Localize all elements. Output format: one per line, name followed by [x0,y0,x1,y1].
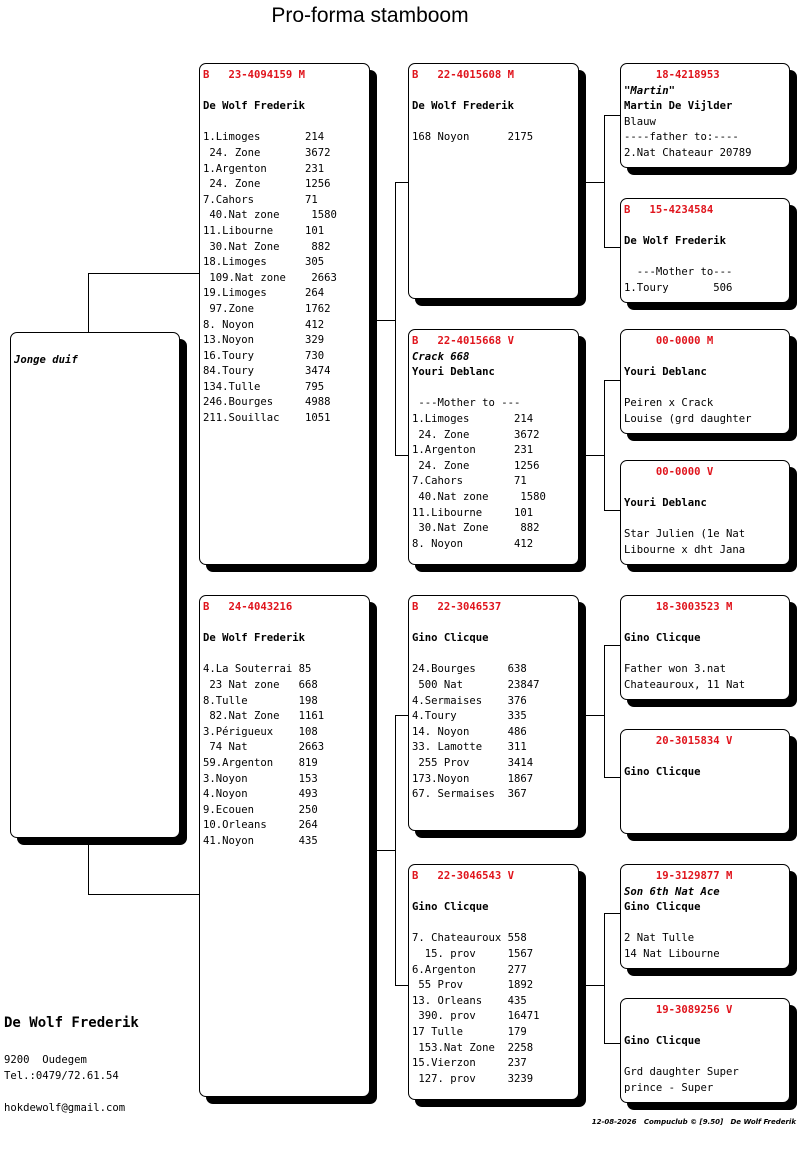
breeder-name: De Wolf Frederik [4,1015,139,1031]
pedigree-line: 390. prov 16471 [412,1010,540,1023]
owner-name: De Wolf Frederik [203,100,306,113]
pedigree-line: 40.Nat zone 1580 [203,209,337,222]
pedigree-line: 500 Nat 23847 [412,678,540,691]
owner-name: Gino Clicque [412,901,489,914]
connector-line [604,913,605,1043]
pedigree-line [203,84,366,100]
connector-line [88,273,200,274]
pedigree-line: "Martin" [624,84,676,97]
owner-name: Youri Deblanc [412,366,495,379]
pedigree-line: 24.Bourges 638 [412,663,527,676]
subject-box [10,332,180,838]
connector-line [88,840,89,894]
pedigree-line: 19.Limoges 264 [203,287,325,300]
connector-line [604,1043,620,1044]
owner-name: Youri Deblanc [624,497,707,510]
connector-line [395,455,408,456]
breeder-email: hokdewolf@gmail.com [4,1102,126,1114]
pedigree-line: 109.Nat zone 2663 [203,271,337,284]
sire-box [199,63,370,565]
sire-sire-dam-box [620,198,790,303]
pedigree-line: 41.Noyon 435 [203,834,318,847]
pedigree-line: 6.Argenton 277 [412,963,527,976]
pedigree-line [624,750,786,766]
connector-line [604,380,620,381]
pedigree-line [203,616,366,632]
pedigree-line: 246.Bourges 4988 [203,396,331,409]
ring-number: B 24-4043216 [203,601,293,613]
dam-sire-dam-box [620,729,790,834]
pedigree-line [412,616,575,632]
pedigree-line: 4.La Souterrai 85 [203,663,312,676]
pedigree-line: 23 Nat zone 668 [203,678,318,691]
connector-line [604,510,620,511]
pedigree-line: 14. Noyon 486 [412,725,527,738]
owner-name: Gino Clicque [624,901,701,914]
pedigree-line: 74 Nat 2663 [203,741,325,754]
pedigree-line: 30.Nat Zone 882 [412,522,540,535]
pedigree-line [624,250,786,266]
owner-name: Gino Clicque [624,1035,701,1048]
pedigree-line: 4.Toury 335 [412,710,527,723]
ring-number: B 22-4015668 V [412,335,515,347]
connector-line [604,645,620,646]
pedigree-line: 1.Toury 506 [624,281,733,294]
pedigree-line [624,1019,786,1035]
pedigree-line: 2.Nat Chateaur 20789 [624,146,752,159]
pedigree-line [624,381,786,397]
pedigree-line [624,916,786,932]
pedigree-line [203,647,366,663]
pedigree-line: 8.Tulle 198 [203,694,318,707]
pedigree-line: Louise (grd daughter [624,412,752,425]
pedigree-line: 17 Tulle 179 [412,1025,527,1038]
connector-line [377,850,395,851]
sire-dam-box [408,329,579,565]
ring-number: 00-0000 M [624,335,714,347]
pedigree-line: 15. prov 1567 [412,947,534,960]
sire-dam-sire-box [620,329,790,434]
connector-line [604,777,620,778]
pedigree-line [412,916,575,932]
pedigree-line [624,647,786,663]
connector-line [88,894,200,895]
dam-dam-dam-box [620,998,790,1103]
connector-line [377,320,395,321]
ring-number: 18-4218953 [624,69,720,81]
pedigree-line: 7.Cahors 71 [412,475,527,488]
pedigree-line: 134.Tulle 795 [203,380,325,393]
pedigree-line: 3.Noyon 153 [203,772,318,785]
pedigree-line: Grd daughter Super [624,1066,739,1079]
connector-line [395,985,408,986]
pedigree-line [412,84,575,100]
pedigree-line: 24. Zone 1256 [203,178,331,191]
pedigree-line [412,115,575,131]
pedigree-line: 33. Lamotte 311 [412,741,527,754]
dam-box [199,595,370,1097]
pedigree-line: Jonge duif [14,354,78,366]
pedigree-line: 11.Libourne 101 [203,224,325,237]
connector-line [586,455,604,456]
pedigree-line: 8. Noyon 412 [412,537,534,550]
pedigree-line: 24. Zone 1256 [412,459,540,472]
pedigree-line: ---Mother to --- [412,397,521,410]
ring-number: B 23-4094159 M [203,69,306,81]
connector-line [586,715,604,716]
dam-dam-sire-box [620,864,790,969]
sire-sire-sire-box [620,63,790,168]
pedigree-line: 14 Nat Libourne [624,947,720,960]
pedigree-line [624,481,786,497]
pedigree-line [412,381,575,397]
pedigree-line: 18.Limoges 305 [203,256,325,269]
ring-number: B 22-3046543 V [412,870,515,882]
connector-line [395,182,396,455]
owner-name: Gino Clicque [412,632,489,645]
owner-name: Youri Deblanc [624,366,707,379]
pedigree-line: 84.Toury 3474 [203,365,331,378]
pedigree-line: 24. Zone 3672 [412,428,540,441]
footer: 12-08-2026 Compuclub © [9.50] De Wolf Frederik [591,1118,796,1126]
pedigree-line [624,219,786,235]
ring-number: 20-3015834 V [624,735,733,747]
owner-name: Martin De Vijlder [624,100,733,113]
pedigree-line: 59.Argenton 819 [203,756,318,769]
pedigree-line [624,616,786,632]
connector-line [395,715,396,985]
connector-line [604,115,620,116]
pedigree-line [203,115,366,131]
pedigree-line: 13. Orleans 435 [412,994,527,1007]
sire-sire-box [408,63,579,299]
pedigree-line: Peiren x Crack [624,397,714,410]
pedigree-line [412,647,575,663]
ring-number: 00-0000 V [624,466,714,478]
page-title: Pro-forma stamboom [271,4,469,27]
pedigree-line: 30.Nat Zone 882 [203,240,331,253]
connector-line [395,182,408,183]
pedigree-line: 11.Libourne 101 [412,506,534,519]
pedigree-line: ---Mother to--- [624,266,733,279]
pedigree-line: ----father to:---- [624,131,739,144]
pedigree-line: 40.Nat zone 1580 [412,490,546,503]
connector-line [586,182,604,183]
pedigree-line: 13.Noyon 329 [203,334,325,347]
pedigree-line: 211.Souillac 1051 [203,412,331,425]
connector-line [604,247,620,248]
breeder-address: 9200 Oudegem [4,1054,87,1066]
pedigree-line: Star Julien (1e Nat [624,528,746,541]
pedigree-line [624,1050,786,1066]
pedigree-line: 82.Nat Zone 1161 [203,710,325,723]
ring-number: 19-3129877 M [624,870,733,882]
owner-name: De Wolf Frederik [203,632,306,645]
pedigree-line: 15.Vierzon 237 [412,1057,527,1070]
breeder-phone: Tel.:0479/72.61.54 [4,1070,119,1082]
dam-sire-box [408,595,579,831]
connector-line [88,273,89,333]
pedigree-line: 24. Zone 3672 [203,146,331,159]
pedigree-line: 255 Prov 3414 [412,756,534,769]
sire-dam-dam-box [620,460,790,565]
owner-name: De Wolf Frederik [412,100,515,113]
pedigree-line [412,885,575,901]
connector-line [604,380,605,510]
connector-line [604,115,605,247]
pedigree-line [624,350,786,366]
pedigree-line: 16.Toury 730 [203,349,325,362]
ring-number: B 22-4015608 M [412,69,515,81]
dam-sire-sire-box [620,595,790,700]
ring-number: B 15-4234584 [624,204,714,216]
dam-dam-box [408,864,579,1100]
pedigree-line: 168 Noyon 2175 [412,131,534,144]
owner-name: Gino Clicque [624,632,701,645]
owner-name: De Wolf Frederik [624,235,727,248]
connector-line [395,715,408,716]
pedigree-line: 4.Sermaises 376 [412,694,527,707]
ring-number: 18-3003523 M [624,601,733,613]
pedigree-line: Libourne x dht Jana [624,543,746,556]
pedigree-line [624,512,786,528]
pedigree-line: 1.Limoges 214 [203,131,325,144]
pedigree-line: 97.Zone 1762 [203,302,331,315]
pedigree-line: 8. Noyon 412 [203,318,325,331]
connector-line [586,985,604,986]
pedigree-line: 67. Sermaises 367 [412,788,527,801]
pedigree-line: Son 6th Nat Ace [624,885,720,898]
pedigree-line: 1.Limoges 214 [412,412,534,425]
connector-line [604,645,605,777]
pedigree-line: Chateauroux, 11 Nat [624,678,746,691]
pedigree-line: Crack 668 [412,350,470,363]
pedigree-line: 55 Prov 1892 [412,979,534,992]
connector-line [604,913,620,914]
pedigree-line: 10.Orleans 264 [203,819,318,832]
pedigree-line: 3.Périgueux 108 [203,725,318,738]
pedigree-line: prince - Super [624,1081,714,1094]
pedigree-line: 1.Argenton 231 [203,162,325,175]
pedigree-line: 4.Noyon 493 [203,788,318,801]
pedigree-line: 2 Nat Tulle [624,932,695,945]
pedigree-line: 173.Noyon 1867 [412,772,534,785]
owner-name: Gino Clicque [624,766,701,779]
pedigree-line: 153.Nat Zone 2258 [412,1041,534,1054]
pedigree-line: Father won 3.nat [624,663,727,676]
pedigree-line: Blauw [624,115,656,128]
pedigree-line: 127. prov 3239 [412,1072,534,1085]
pedigree-line: 1.Argenton 231 [412,444,534,457]
ring-number: 19-3089256 V [624,1004,733,1016]
pedigree-line: 7.Cahors 71 [203,193,318,206]
ring-number: B 22-3046537 [412,601,502,613]
pedigree-line: 9.Ecouen 250 [203,803,318,816]
pedigree-line: 7. Chateauroux 558 [412,932,527,945]
